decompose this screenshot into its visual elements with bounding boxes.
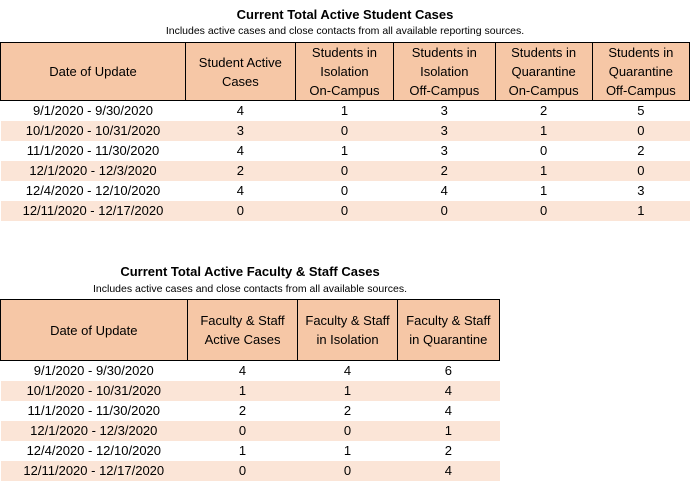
table-row: [1, 361, 500, 381]
table-row: [1, 101, 690, 121]
table-row: [1, 461, 500, 481]
count-cell: 2: [185, 161, 295, 181]
count-cell: 1: [298, 381, 397, 401]
count-cell: 2: [637, 143, 645, 158]
date-range-cell: 9/1/2020 - 9/30/2020: [33, 363, 154, 379]
student-column-header: [185, 43, 295, 101]
count-cell: 6: [444, 363, 452, 379]
table-row: [1, 141, 690, 161]
student-column-header: [1, 43, 186, 101]
count-cell: 0: [295, 121, 393, 141]
table-row: [1, 161, 690, 181]
count-cell: 4: [238, 363, 247, 379]
count-cell: 1: [340, 143, 349, 158]
date-range-cell: 10/1/2020 - 10/31/2020: [1, 121, 186, 141]
student-column-header-line: Students in: [511, 45, 577, 60]
count-cell: 3: [440, 143, 448, 158]
count-cell: 3: [440, 103, 448, 119]
student-column-header-line: Cases: [221, 73, 259, 89]
student-column-header-line: Date of Update: [49, 64, 137, 79]
count-cell: 0: [340, 183, 349, 198]
student-column-header-line: Students in: [608, 45, 674, 60]
staff-column-header-line: Faculty & Staff: [406, 313, 491, 328]
table-row: [1, 201, 690, 221]
table-row: [1, 421, 500, 441]
staff-column-header-line: Date of Update: [50, 322, 138, 338]
count-cell: 4: [397, 381, 499, 401]
staff-table-title: Current Total Active Faculty & Staff Cases: [120, 264, 380, 279]
staff-column-header-line: Faculty & Staff: [305, 313, 390, 328]
date-range-cell: 12/4/2020 - 12/10/2020: [26, 443, 162, 458]
student-table-title: Current Total Active Student Cases: [236, 7, 454, 22]
count-cell: 4: [444, 403, 452, 418]
student-column-header-line: Student Active: [198, 54, 282, 70]
count-cell: 3: [637, 183, 645, 198]
count-cell: 0: [295, 201, 393, 221]
student-cases-table: [0, 42, 690, 221]
student-column-header-line: Isolation: [320, 64, 369, 79]
count-cell: 1: [187, 381, 298, 401]
count-cell: 1: [340, 103, 349, 119]
count-cell: 5: [637, 103, 645, 119]
count-cell: 0: [592, 121, 689, 141]
date-range-cell: 10/1/2020 - 10/31/2020: [1, 381, 188, 401]
count-cell: 2: [444, 443, 452, 458]
date-range-cell: 9/1/2020 - 9/30/2020: [32, 103, 153, 119]
student-header-row: [1, 43, 690, 101]
staff-column-header: [397, 300, 499, 361]
staff-cases-table: [0, 299, 500, 481]
count-cell: 1: [495, 121, 592, 141]
table-row: [1, 401, 500, 421]
staff-column-header-line: in Isolation: [316, 332, 379, 347]
staff-column-header: [298, 300, 397, 361]
count-cell: 0: [298, 461, 397, 481]
count-cell: 0: [592, 161, 689, 181]
count-cell: 4: [397, 461, 499, 481]
staff-column-header-line: Active Cases: [204, 332, 281, 347]
count-cell: 2: [540, 103, 548, 119]
student-column-header-line: On-Campus: [508, 83, 579, 98]
count-cell: 0: [495, 201, 592, 221]
student-column-header: [295, 43, 393, 101]
date-range-cell: 12/11/2020 - 12/17/2020: [1, 201, 186, 221]
student-column-header: [394, 43, 495, 101]
count-cell: 1: [592, 201, 689, 221]
staff-column-header-line: in Quarantine: [409, 332, 488, 347]
date-range-cell: 12/1/2020 - 12/3/2020: [1, 421, 188, 441]
count-cell: 0: [295, 161, 393, 181]
date-range-cell: 11/1/2020 - 11/30/2020: [26, 143, 160, 158]
student-column-header-line: Quarantine: [511, 64, 576, 79]
count-cell: 3: [185, 121, 295, 141]
student-column-header-line: Off-Campus: [409, 83, 480, 98]
count-cell: 4: [440, 183, 448, 198]
count-cell: 2: [238, 403, 247, 418]
table-row: [1, 381, 500, 401]
student-column-header-line: Isolation: [420, 64, 469, 79]
date-range-cell: 12/1/2020 - 12/3/2020: [1, 161, 186, 181]
student-column-header-line: On-Campus: [309, 83, 380, 98]
staff-table-subtitle: Includes active cases and close contacts from all available sources.: [93, 283, 407, 295]
student-column-header: [495, 43, 592, 101]
student-table-subtitle: Includes active cases and close contacts from all available reporting sources.: [165, 25, 525, 37]
count-cell: 4: [236, 103, 244, 119]
count-cell: 0: [298, 421, 397, 441]
count-cell: 1: [540, 183, 548, 198]
table-row: [1, 441, 500, 461]
count-cell: 0: [187, 461, 298, 481]
staff-column-header-line: Faculty & Staff: [200, 313, 285, 328]
staff-column-header: [1, 300, 188, 361]
student-column-header-line: Off-Campus: [605, 83, 676, 98]
count-cell: 2: [394, 161, 495, 181]
count-cell: 1: [343, 443, 352, 458]
count-cell: 0: [394, 201, 495, 221]
date-range-cell: 12/4/2020 - 12/10/2020: [25, 183, 161, 198]
count-cell: 1: [238, 443, 247, 458]
student-column-header-line: Quarantine: [608, 64, 674, 79]
count-cell: 2: [343, 403, 352, 418]
staff-column-header: [187, 300, 298, 361]
count-cell: 3: [394, 121, 495, 141]
date-range-cell: 11/1/2020 - 11/30/2020: [27, 403, 161, 418]
count-cell: 0: [187, 421, 298, 441]
count-cell: 1: [495, 161, 592, 181]
count-cell: 0: [185, 201, 295, 221]
count-cell: 4: [236, 143, 244, 158]
student-column-header-line: Students in: [411, 45, 477, 60]
date-range-cell: 12/11/2020 - 12/17/2020: [1, 461, 188, 481]
count-cell: 1: [397, 421, 499, 441]
count-cell: 4: [236, 183, 244, 198]
student-column-header: [592, 43, 689, 101]
table-row: [1, 121, 690, 141]
staff-header-row: [1, 300, 500, 361]
count-cell: 4: [343, 363, 352, 379]
count-cell: 0: [540, 143, 548, 158]
student-column-header-line: Students in: [311, 45, 377, 60]
table-row: [1, 181, 690, 201]
